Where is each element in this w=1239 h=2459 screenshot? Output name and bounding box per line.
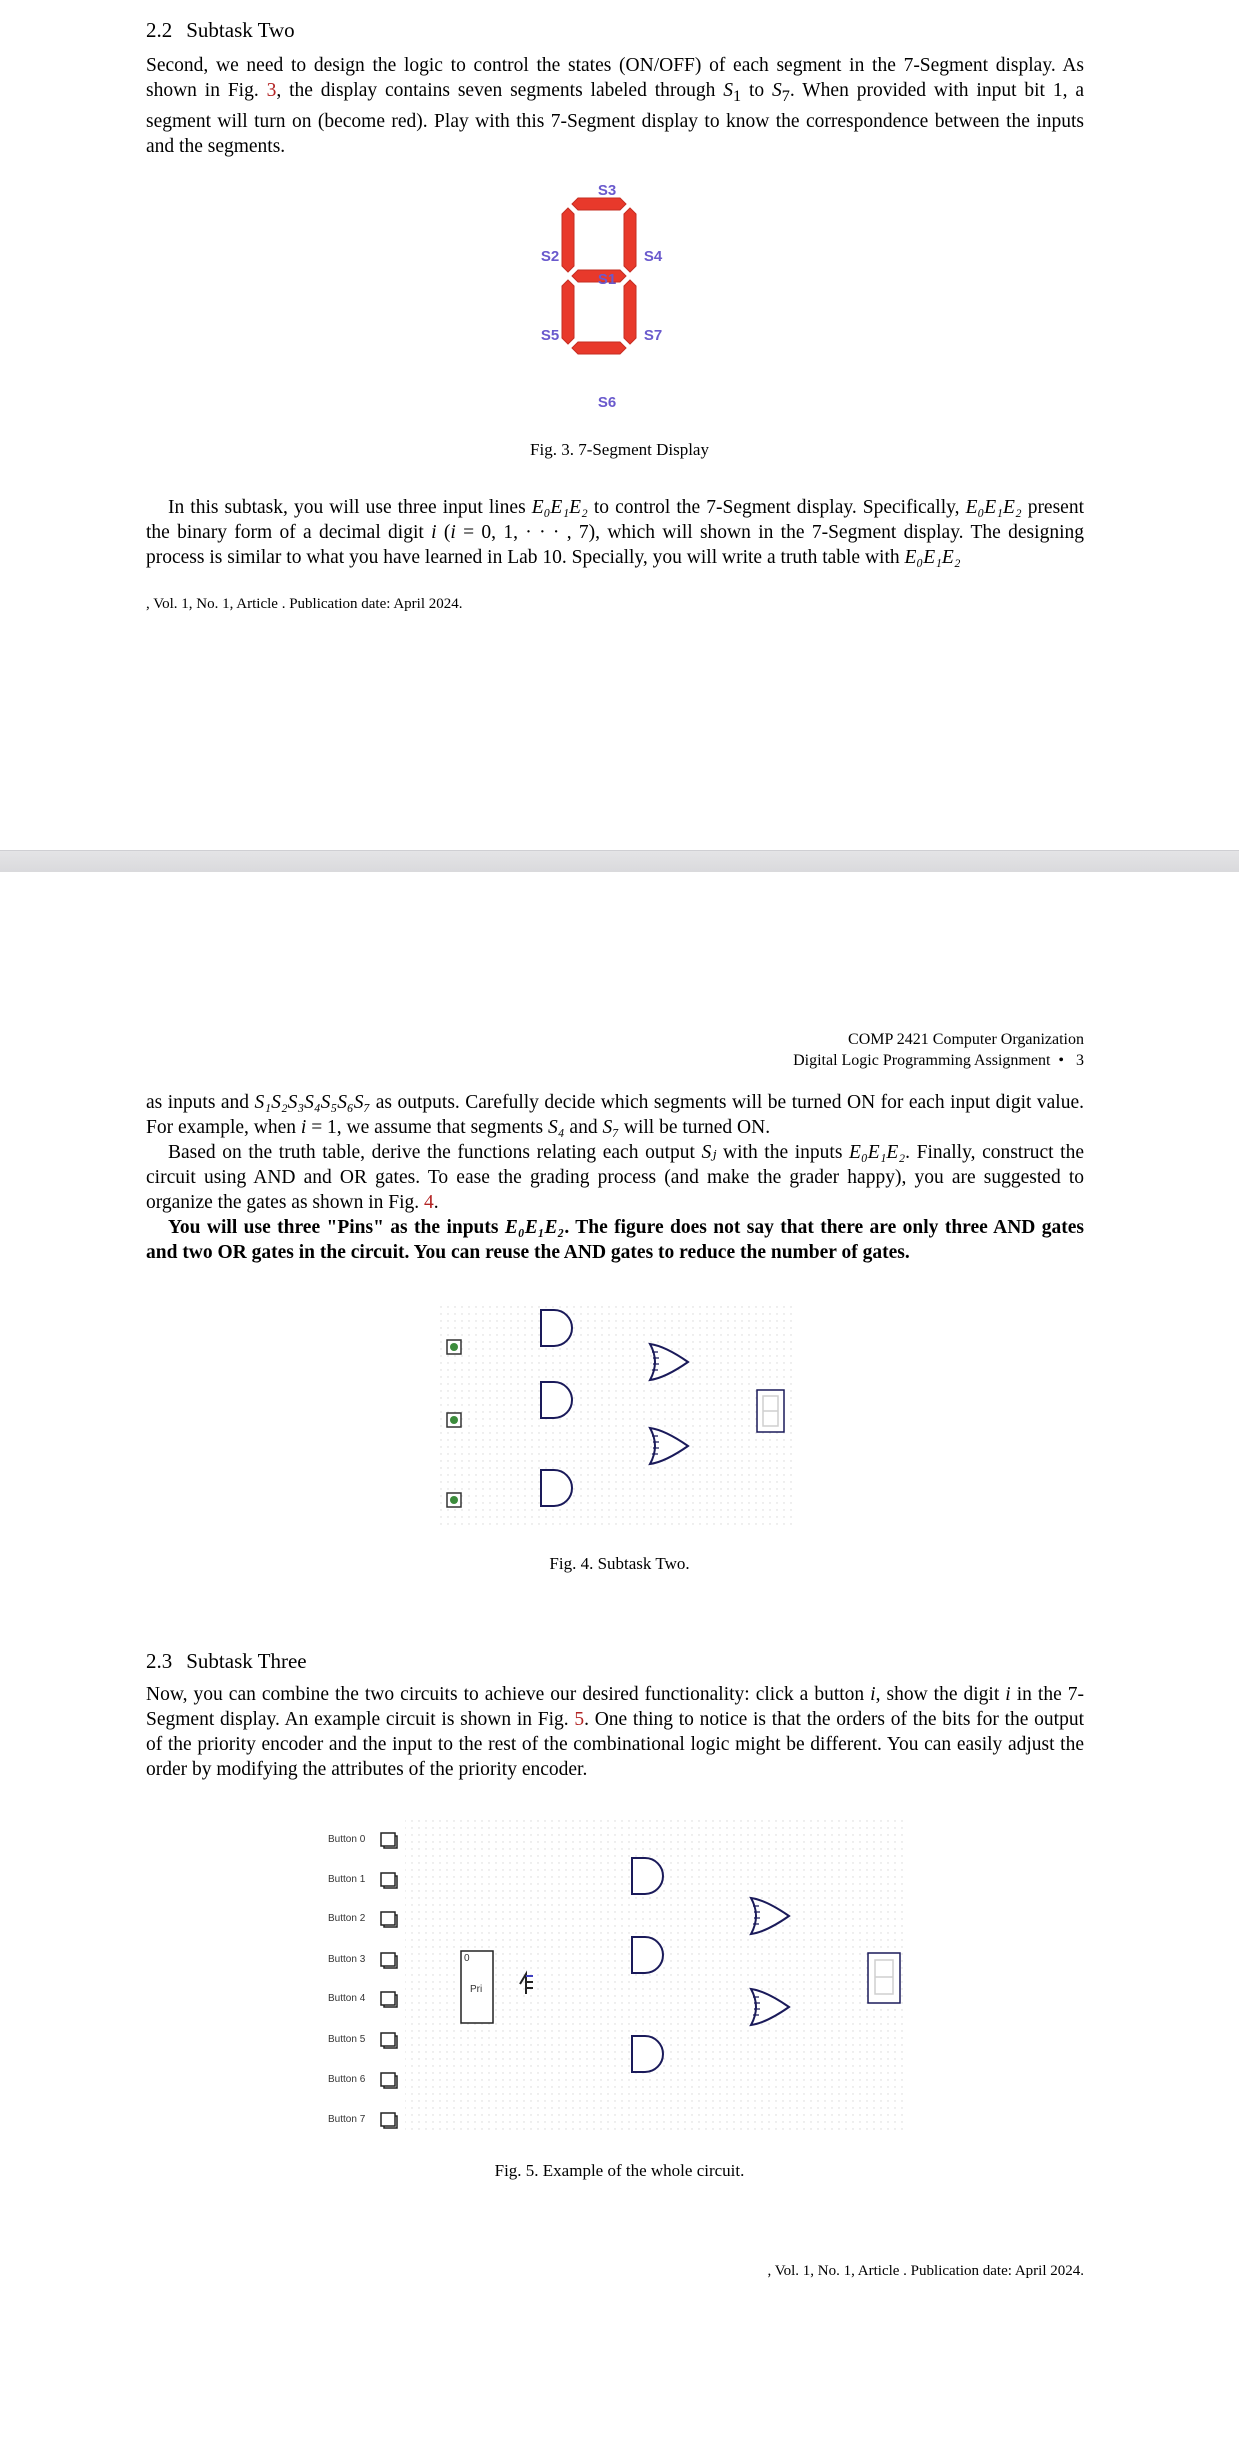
intro-paragraph [146,53,1084,159]
section-number: 2.2 [146,18,173,42]
var: i [450,522,456,543]
button-row[interactable] [328,1833,397,1848]
text: In this subtask, you will use three input lines [168,497,532,518]
text: with the inputs [716,1142,850,1163]
input-pin[interactable] [447,1493,461,1507]
button-row[interactable] [328,2033,397,2048]
text: . One thing to notice is that the orders of the bits for the output of the priority encoder and the input to the rest of the combinational logic might be different. You can easily adjust the order by modifying the attributes of the priority encoder. [146,1709,1084,1780]
fig-ref-link[interactable]: 3 [266,80,277,101]
section-heading [146,1649,307,1674]
var: S₇ [602,1117,619,1138]
var: S₄ [548,1117,565,1138]
button-row[interactable] [328,1953,397,1968]
text: . [433,1192,439,1213]
and-gate[interactable] [541,1310,572,1346]
button-row[interactable] [328,1912,397,1927]
text: as outputs. Carefully decide which segments will be turned ON for each input digit value. For example, when [146,1092,1084,1138]
button-label: Button 4 [328,1993,366,2004]
button-row[interactable] [328,1992,397,2007]
seven-segment-figure [520,176,720,416]
page-separator [0,850,1239,874]
text: Based on the truth table, derive the functions relating each output [168,1142,702,1163]
header-course: COMP 2421 Computer Organization [848,1031,1084,1048]
and-gate[interactable] [541,1382,572,1418]
fig-ref-link[interactable]: 5 [574,1709,585,1730]
section-number: 2.3 [146,1649,173,1673]
var: E₀E₁E₂ [965,497,1022,518]
text: ( [436,522,451,543]
page-2 [0,872,1239,2459]
text: You will use three "Pins" as the inputs [168,1217,505,1238]
var: i [300,1117,307,1138]
figure-3-caption: Fig. 3. 7-Segment Display [530,440,709,459]
button-label: Button 5 [328,2034,366,2045]
input-pin[interactable] [447,1413,461,1427]
section-title: Subtask Two [186,18,295,42]
whole-circuit-figure [320,1820,910,2130]
button-row[interactable] [328,1873,397,1888]
var: S [772,80,782,101]
text: . When provided with input bit 1, a segment will turn on (become red). Play with this 7-Segment display to know the correspondence between the inputs and the segments. [146,80,1084,157]
header-title-line [793,1050,1084,1071]
text: Now, you can combine the two circuits to achieve our desired functionality: click a button [146,1684,871,1705]
label-s7: S7 [643,327,663,344]
var: Sⱼ [701,1142,717,1163]
running-header [793,1029,1084,1071]
seven-segment-display[interactable] [868,1953,900,2003]
label-s5: S5 [540,327,560,344]
and-gate[interactable] [541,1470,572,1506]
page-1 [0,0,1239,850]
text: to control the 7-Segment display. Specifically, [587,497,966,518]
button-row[interactable] [328,2073,397,2088]
segment-s5 [562,280,574,344]
button-label: Button 1 [328,1874,366,1885]
var: E₀E₁E₂ [504,1217,565,1238]
text: . Finally, construct the circuit using AND and OR gates. To ease the grading process (and make the grader happy), you are suggested to organize the gates as shown in Fig. [146,1142,1084,1213]
and-gate[interactable] [632,1858,663,1894]
encoder-label: Pri [470,1984,483,1995]
text: , show the digit [875,1684,1006,1705]
button-label: Button 2 [328,1913,366,1924]
header-bullet: • [1058,1052,1064,1069]
subscript: 1 [732,86,742,105]
button-label: Button 0 [328,1834,366,1845]
var: S₁S₂S₃S₄S₅S₆S₇ [254,1092,371,1113]
button-row[interactable] [328,2113,397,2128]
label-s6: S6 [597,394,617,411]
var: i [870,1684,876,1705]
page-2-footer: , Vol. 1, No. 1, Article . Publication date: April 2024. [767,2263,1084,2279]
var: E₀E₁E₂ [904,547,961,568]
input-pin[interactable] [447,1340,461,1354]
figure-4-caption: Fig. 4. Subtask Two. [549,1554,690,1573]
text: will be turned ON. [618,1117,771,1138]
canvas-grid [440,1306,792,1526]
segment-s4 [624,208,636,272]
subtask-two-circuit-figure [440,1306,792,1526]
figure-5-caption: Fig. 5. Example of the whole circuit. [494,2161,745,2180]
seven-segment-display[interactable] [757,1390,784,1432]
subscript: 7 [781,86,790,105]
var: i [1005,1684,1011,1705]
segment-s3 [572,198,626,210]
text: and [564,1117,603,1138]
label-s4: S4 [643,248,663,265]
fig-ref-link[interactable]: 4 [424,1192,434,1213]
header-assignment: Digital Logic Programming Assignment [793,1052,1051,1069]
and-gate[interactable] [632,1937,663,1973]
segment-s2 [562,208,574,272]
button-label: Button 6 [328,2074,366,2085]
var: S [723,80,733,101]
text: in the 7-Segment display. An example circuit is shown in Fig. [146,1684,1085,1730]
and-gate[interactable] [632,2036,663,2072]
var: E₀E₁E₂ [531,497,588,518]
page-number: 3 [1076,1052,1084,1069]
text: . The figure does not say that there are only three AND gates and two OR gates in the circuit. You can reuse the AND gates to reduce the number of gates. [146,1217,1084,1263]
section-title: Subtask Three [186,1649,307,1673]
text: to [741,80,773,101]
encoder-pin-label: 0 [464,1953,470,1964]
label-s3: S3 [597,182,617,199]
paragraph-subtask-inputs [146,495,1084,570]
text: present the binary form of a decimal digit [146,497,1085,543]
var: i [431,522,437,543]
button-label: Button 7 [328,2114,366,2125]
button-label: Button 3 [328,1954,366,1965]
var: E₀E₁E₂ [849,1142,906,1163]
text: , the display contains seven segments labeled through [276,80,724,101]
label-s1: S1 [597,271,617,288]
text: = 0, 1, · · · , 7), which will shown in the 7-Segment display. The designing process is similar to what you have learned in Lab 10. Specially, you will write a truth table with [146,522,1084,568]
label-s2: S2 [540,248,560,265]
segment-s7 [624,280,636,344]
section-heading [146,18,295,43]
text: = 1, we assume that segments [306,1117,549,1138]
text: as inputs and [146,1092,255,1113]
segment-s6 [572,342,626,354]
page-1-footer: , Vol. 1, No. 1, Article . Publication date: April 2024. [146,596,463,612]
subtask-three-paragraph [146,1682,1084,1782]
priority-encoder[interactable] [461,1951,493,2023]
text: Second, we need to design the logic to control the states (ON/OFF) of each segment in the 7-Segment display. As shown in Fig. [146,55,1084,101]
body-text-page-2 [146,1090,1084,1265]
